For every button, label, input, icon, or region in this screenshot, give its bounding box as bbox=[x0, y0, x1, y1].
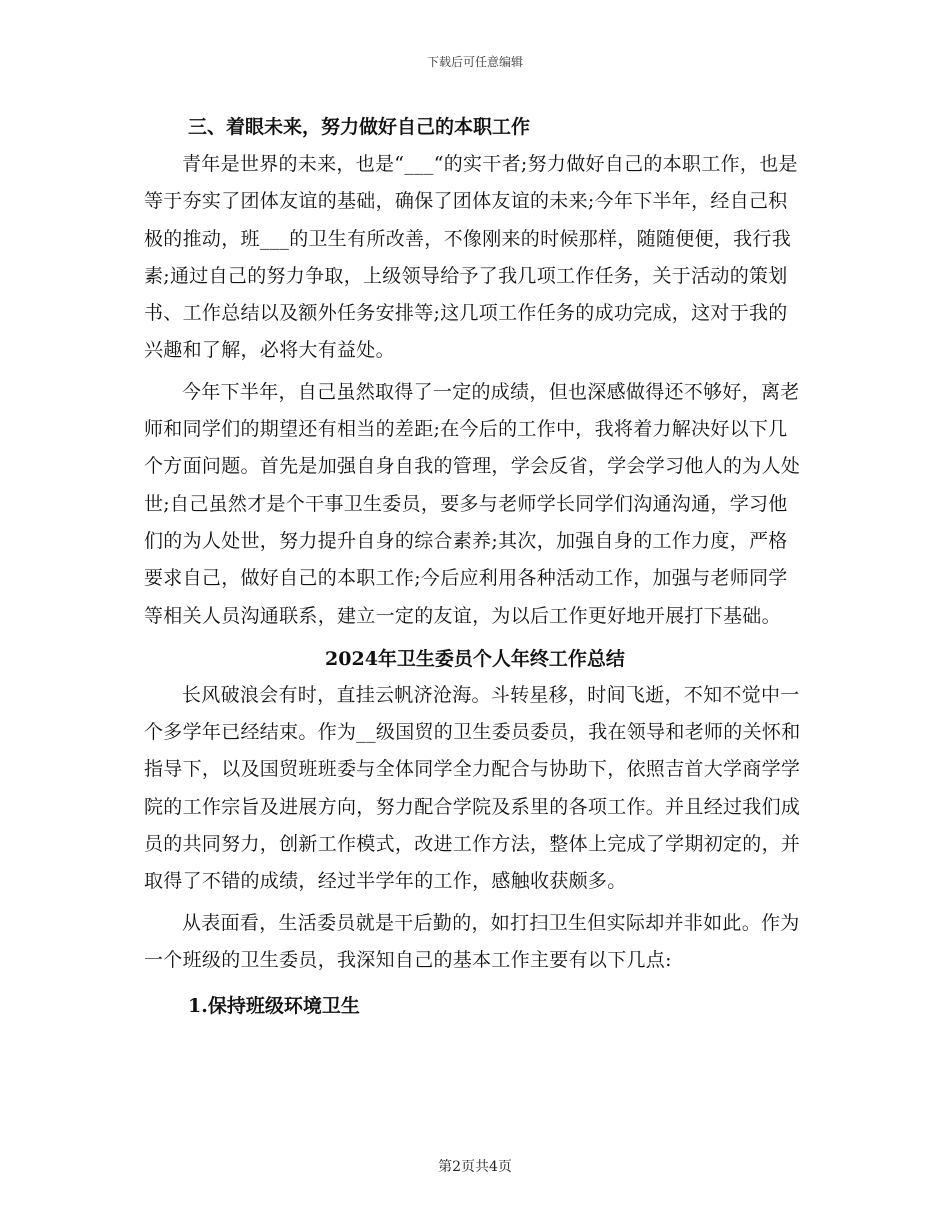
article-title: 2024年卫生委员个人年终工作总结 bbox=[325, 647, 625, 670]
paragraph: 青年是世界的未来，也是“___“的实干者;努力做好自己的本职工作，也是等于夯实了团体友谊的基础，确保了团体友谊的未来;今年下半年，经自己积极的推动，班___的卫生有所改善，不像刚来的时候那样，随随便便，我行我素;通过自己的努力争取，上级领导给予了我几项工作任务，关于活动的策划书、工作总结以及额外任务安排等;这几项工作任务的成功完成，这对于我的兴趣和了解，必将大有益处。 bbox=[144, 153, 798, 362]
page-header: 下载后可任意编辑 bbox=[426, 55, 523, 69]
document-body bbox=[144, 110, 806, 1023]
paragraph: 长风破浪会有时，直挂云帆济沧海。斗转星移，时间飞逝，不知不觉中一个多学年已经结束。作为__级国贸的卫生委员委员，我在领导和老师的关怀和指导下，以及国贸班班委与全体同学全力配合与协助下，依照吉首大学商学学院的工作宗旨及进展方向，努力配合学院及系里的各项工作。并且经过我们成员的共同努力，创新工作模式，改进工作方法，整体上完成了学期初定的，并取得了不错的成绩，经过半学年的工作，感触收获颇多。 bbox=[144, 683, 801, 893]
section-heading: 三、着眼未来，努力做好自己的本职工作 bbox=[188, 116, 531, 138]
paragraph: 从表面看，生活委员就是干后勤的，如打扫卫生但实际却并非如此。作为一个班级的卫生委员，我深知自己的基本工作主要有以下几点: bbox=[144, 911, 800, 971]
paragraph: 今年下半年，自己虽然取得了一定的成绩，但也深感做得还不够好，离老师和同学们的期望还有相当的差距;在今后的工作中，我将着力解决好以下几个方面问题。首先是加强自身自我的管理，学会反省，学会学习他人的为人处世;自己虽然才是个干事卫生委员，要多与老师学长同学们沟通沟通，学习他们的为人处世，努力提升自身的综合素养;其次，加强自身的工作力度，严格要求自己，做好自己的本职工作;今后应利用各种活动工作，加强与老师同学等相关人员沟通联系，建立一定的友谊，为以后工作更好地开展打下基础。 bbox=[144, 380, 801, 627]
sub-heading: 1.保持班级环境卫生 bbox=[188, 995, 360, 1018]
page-footer: 第2页共4页 bbox=[438, 1159, 512, 1175]
